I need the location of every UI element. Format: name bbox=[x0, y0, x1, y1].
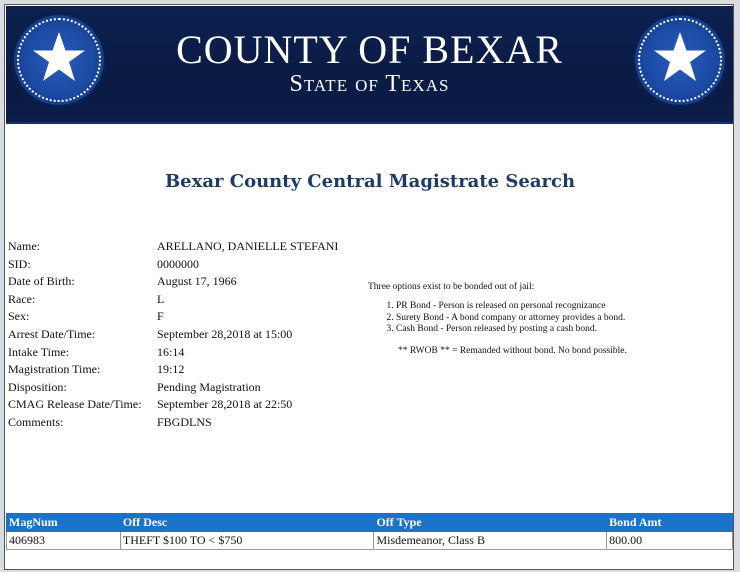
star-seal-icon bbox=[635, 15, 725, 105]
detail-label: CMAG Release Date/Time: bbox=[8, 397, 142, 412]
charges-table bbox=[6, 513, 733, 550]
bond-option: 2. Surety Bond - A bond company or attorney provides a bond. bbox=[396, 313, 688, 325]
detail-label: Magistration Time: bbox=[8, 362, 101, 377]
column-header-off-desc: Off Desc bbox=[120, 514, 374, 532]
county-banner bbox=[6, 6, 733, 124]
cell-off-type: Misdemeanor, Class B bbox=[374, 532, 607, 550]
detail-label: Intake Time: bbox=[8, 344, 70, 359]
detail-value: 0000000 bbox=[157, 256, 199, 271]
bond-options-list bbox=[368, 301, 688, 336]
detail-value: L bbox=[157, 291, 165, 306]
detail-label: Race: bbox=[8, 291, 36, 306]
banner-title: COUNTY OF BEXAR bbox=[176, 27, 563, 72]
detail-label: Arrest Date/Time: bbox=[8, 326, 96, 341]
bond-options-info bbox=[368, 282, 688, 356]
cell-magnum: 406983 bbox=[7, 532, 121, 550]
cell-off-desc: THEFT $100 TO < $750 bbox=[120, 532, 374, 550]
cell-bond-amt: 800.00 bbox=[607, 532, 733, 550]
page-frame bbox=[4, 4, 734, 570]
detail-value: Pending Magistration bbox=[157, 379, 261, 394]
detail-value: August 17, 1966 bbox=[157, 274, 237, 289]
table-row bbox=[7, 532, 733, 550]
detail-label: Sex: bbox=[8, 309, 30, 324]
detail-label: Disposition: bbox=[8, 379, 67, 394]
column-header-magnum: MagNum bbox=[7, 514, 121, 532]
banner-subtitle: State of Texas bbox=[289, 71, 450, 97]
detail-value: F bbox=[157, 309, 164, 324]
rwob-note: ** RWOB ** = Remanded without bond. No bond possible. bbox=[398, 345, 627, 356]
column-header-bond-amt: Bond Amt bbox=[607, 514, 733, 532]
detail-value: September 28,2018 at 22:50 bbox=[157, 397, 293, 412]
detail-label: SID: bbox=[8, 256, 31, 271]
page-title: Bexar County Central Magistrate Search bbox=[164, 171, 576, 192]
detail-label: Name: bbox=[8, 239, 40, 253]
detail-value: 16:14 bbox=[157, 344, 185, 359]
detail-value: September 28,2018 at 15:00 bbox=[157, 326, 293, 341]
charges-header-row bbox=[7, 514, 733, 532]
detail-value: FBGDLNS bbox=[157, 414, 212, 429]
bond-intro: Three options exist to be bonded out of jail: bbox=[368, 282, 535, 292]
bond-option: 3. Cash Bond - Person released by posting a cash bond. bbox=[396, 324, 688, 336]
detail-label: Date of Birth: bbox=[8, 274, 75, 289]
detail-value: ARELLANO, DANIELLE STEFANI bbox=[157, 239, 339, 253]
detail-label: Comments: bbox=[8, 414, 64, 429]
detail-value: 19:12 bbox=[157, 362, 185, 377]
column-header-off-type: Off Type bbox=[374, 514, 607, 532]
bond-option: 1. PR Bond - Person is released on personal recognizance bbox=[396, 301, 688, 313]
